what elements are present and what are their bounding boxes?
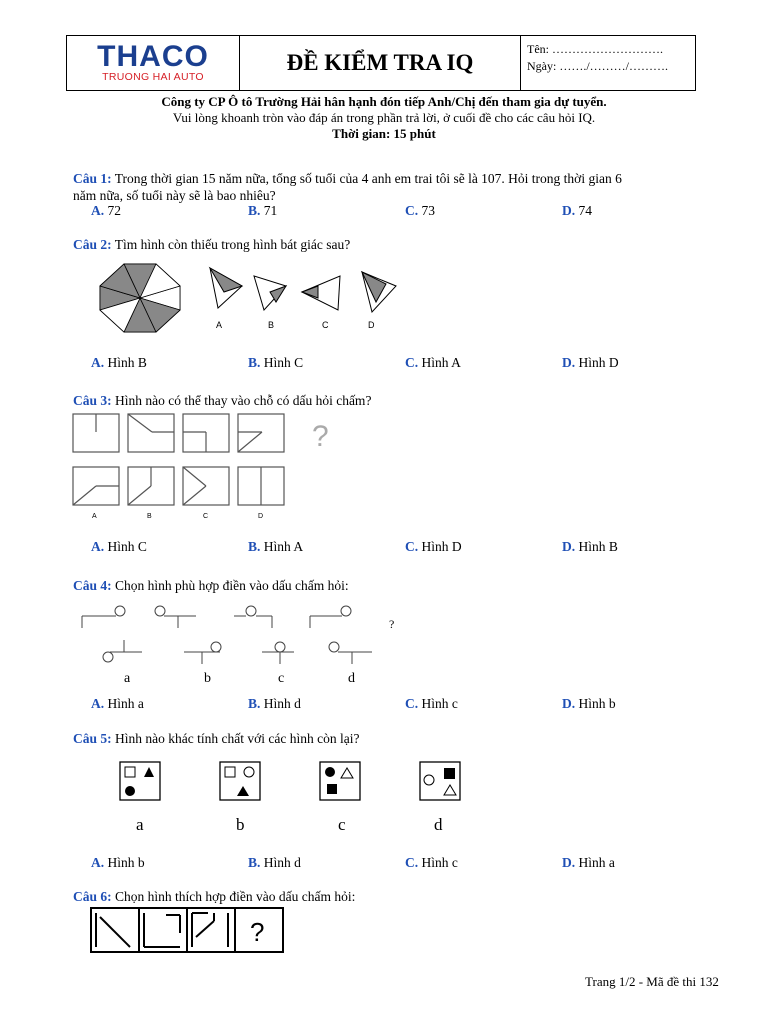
q2-answer-c[interactable]: C. Hình A (405, 355, 461, 370)
q2-label-c: C (322, 320, 329, 330)
q2-answer-a[interactable]: A. Hình B (91, 355, 147, 370)
q4-answer-c[interactable]: C. Hình c (405, 696, 458, 711)
q5-answer-b[interactable]: B. Hình d (248, 855, 301, 870)
candidate-info (521, 36, 695, 90)
q3-answer-c[interactable]: C. Hình D (405, 539, 462, 554)
q5-option-b (225, 767, 254, 796)
q1-num: Câu 1: (73, 171, 112, 186)
q3-answer-d[interactable]: D. Hình B (562, 539, 618, 554)
svg-text:b: b (204, 671, 211, 686)
intro (0, 94, 768, 142)
q5-answer-c[interactable]: C. Hình c (405, 855, 458, 870)
q2-option-a (210, 268, 242, 308)
q5-option-d (424, 768, 456, 795)
q4-answer-a[interactable]: A. Hình a (91, 696, 144, 711)
thaco-logo (67, 36, 240, 90)
q4-figure (80, 600, 400, 686)
q4-answer-b[interactable]: B. Hình d (248, 696, 301, 711)
question-1 (73, 170, 733, 204)
svg-text:d: d (434, 815, 443, 834)
svg-text:c: c (338, 815, 346, 834)
svg-text:C: C (203, 513, 209, 520)
q5-answer-d[interactable]: D. Hình a (562, 855, 615, 870)
intro-line1: Công ty CP Ô tô Trường Hải hân hạnh đón tiếp Anh/Chị đến tham gia dự tuyển. (161, 94, 607, 109)
q1-answer-c[interactable]: C. 73 (405, 203, 435, 218)
logo-main: THACO (97, 40, 209, 73)
svg-text:b: b (236, 815, 245, 834)
q3-answer-a[interactable]: A. Hình C (91, 539, 147, 554)
q1-answer-b[interactable]: B. 71 (248, 203, 278, 218)
q2-option-c (302, 276, 340, 310)
q3-question-mark: ? (312, 420, 329, 453)
q2-octagon (100, 264, 180, 332)
question-5: Câu 5: Hình nào khác tính chất với các hình còn lại? (73, 731, 360, 746)
question-3: Câu 3: Hình nào có thể thay vào chỗ có dấu hỏi chấm? (73, 393, 372, 408)
q5-answer-a[interactable]: A. Hình b (91, 855, 145, 870)
q1-text2: năm nữa, số tuổi này sẽ là bao nhiêu? (73, 188, 276, 203)
q3-answer-b[interactable]: B. Hình A (248, 539, 304, 554)
q2-label-a: A (216, 320, 223, 330)
svg-text:a: a (124, 671, 131, 686)
svg-text:D: D (258, 513, 264, 520)
q2-answer-d[interactable]: D. Hình D (562, 355, 619, 370)
q2-figure (96, 262, 396, 334)
page-footer: Trang 1/2 - Mã đề thi 132 (585, 974, 719, 989)
logo-sub: TRUONG HAI AUTO (102, 71, 204, 83)
question-6: Câu 6: Chọn hình thích hợp điền vào dấu chấm hỏi: (73, 889, 356, 904)
q2-label-d: D (368, 320, 375, 330)
svg-text:B: B (147, 513, 152, 520)
q6-figure (90, 907, 286, 955)
page-title: ĐỀ KIỂM TRA IQ (240, 36, 521, 90)
q2-option-d (362, 272, 396, 312)
q2-label-b: B (268, 320, 275, 330)
svg-text:A: A (92, 513, 97, 520)
intro-line2: Vui lòng khoanh tròn vào đáp án trong phần trả lời, ở cuối đề cho các câu hỏi IQ. (172, 110, 596, 125)
svg-text:a: a (136, 815, 144, 834)
date-field[interactable]: Ngày: ……./………/………. (527, 59, 668, 73)
q4-answer-d[interactable]: D. Hình b (562, 696, 616, 711)
q2-option-b (254, 276, 286, 310)
question-2: Câu 2: Tìm hình còn thiếu trong hình bát giác sau? (73, 237, 351, 252)
q6-question-mark: ? (250, 917, 265, 947)
question-4: Câu 4: Chọn hình phù hợp điền vào dấu chấm hỏi: (73, 578, 349, 593)
q1-answer-a[interactable]: A. 72 (91, 203, 121, 218)
intro-time: Thời gian: 15 phút (332, 126, 436, 141)
svg-text:c: c (278, 671, 285, 686)
q5-option-a (125, 767, 154, 796)
svg-text:d: d (348, 671, 355, 686)
q5-figure (118, 760, 478, 836)
q4-question-mark: ? (389, 617, 395, 631)
q5-option-c (325, 767, 353, 794)
q3-figure (72, 412, 342, 522)
header-box (66, 35, 696, 91)
q1-text1: Trong thời gian 15 năm nữa, tổng số tuổi của 4 anh em trai tôi sẽ là 107. Hỏi trong thời gian 6 (114, 171, 622, 186)
q2-answer-b[interactable]: B. Hình C (248, 355, 304, 370)
name-field[interactable]: Tên: ………………………. (527, 42, 663, 56)
q1-answer-d[interactable]: D. 74 (562, 203, 592, 218)
